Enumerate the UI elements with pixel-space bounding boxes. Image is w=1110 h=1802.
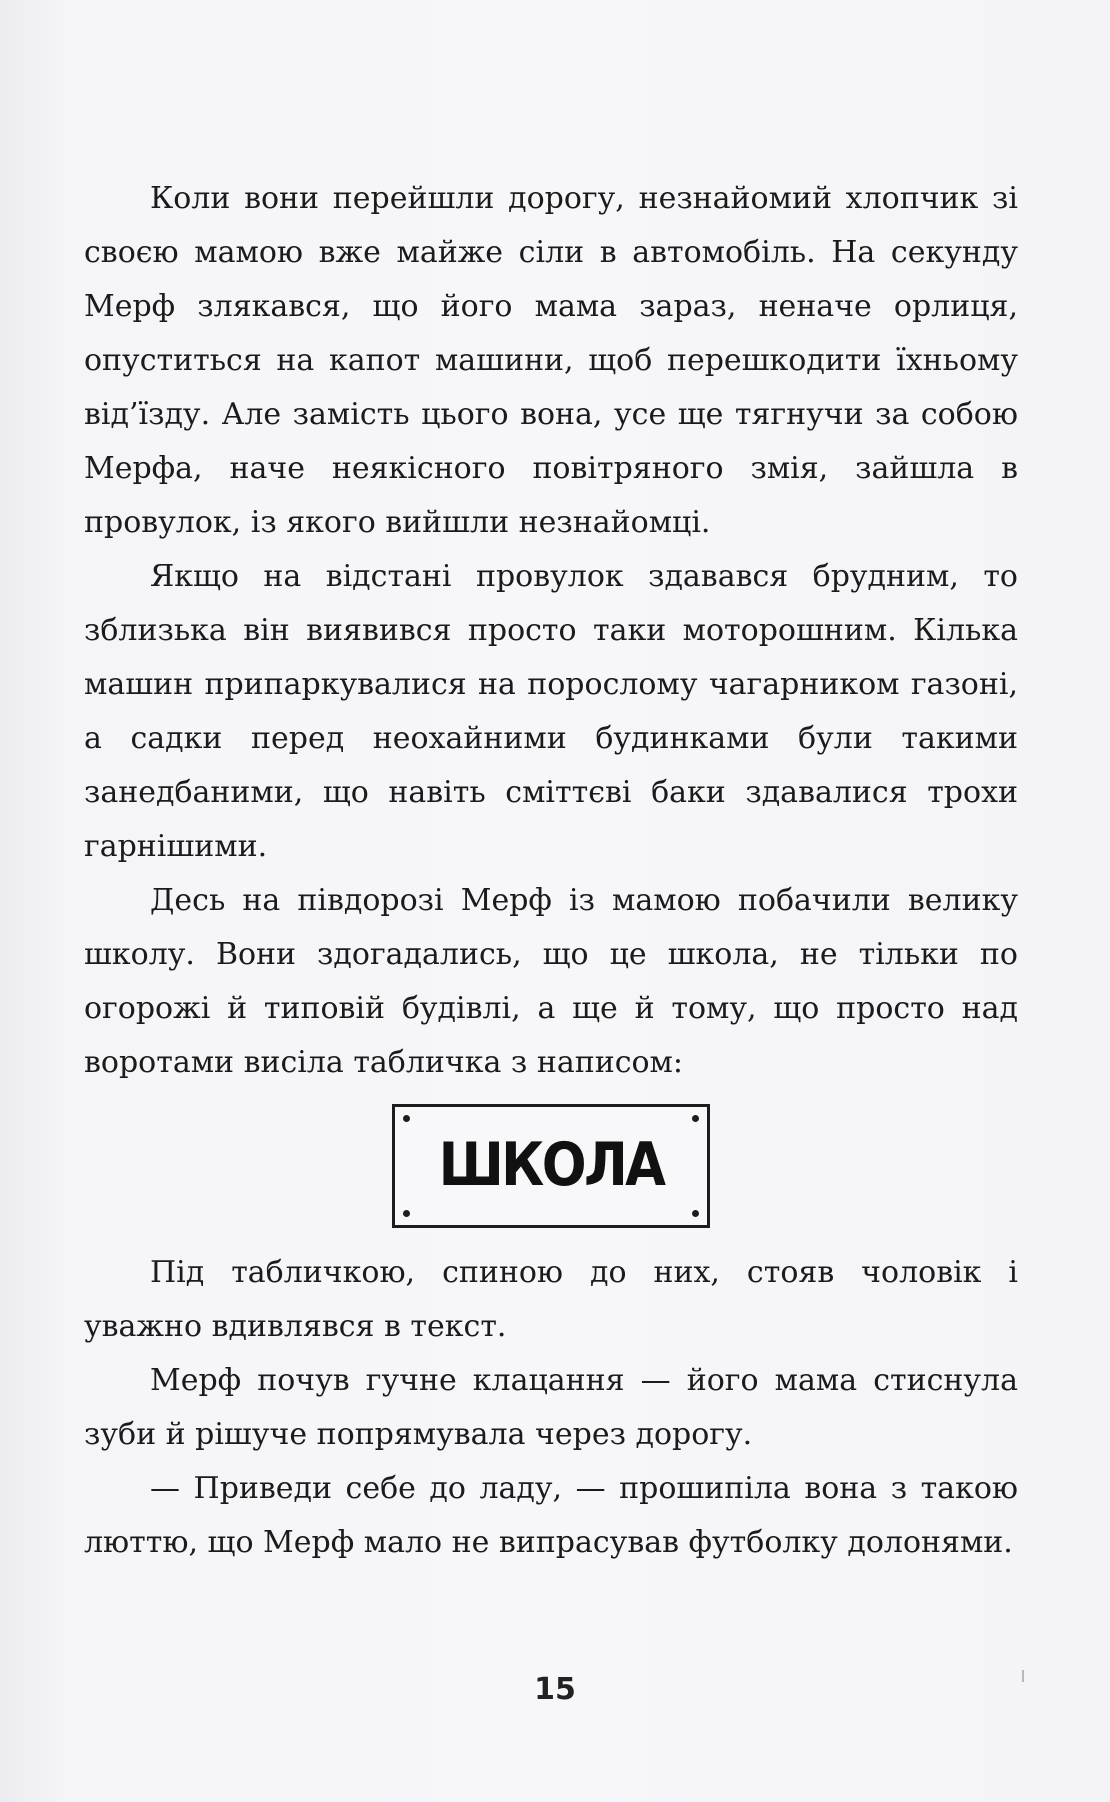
- paragraph-4: Під табличкою, спиною до них, стояв чоловік і уважно вдивлявся в текст.: [84, 1255, 1018, 1344]
- page-number: 15: [534, 1672, 576, 1707]
- paragraph-1: Коли вони перейшли дорогу, незнайомий хлопчик зі своєю мамою вже майже сіли в автомобіль. На секунду Мерф злякався, що його мама зараз, неначе орлиця, опуститься на капот машини, щоб перешкодити їхньому від’їзду. Але замість цього вона, усе ще тягнучи за собою Мерфа, наче неякісного повітряного змія, зайшла в провулок, із якого вийшли незнайомці.: [84, 181, 1018, 540]
- sign-bolt-icon: [403, 1210, 410, 1217]
- school-sign: [392, 1104, 710, 1228]
- sign-bolt-icon: [692, 1115, 699, 1122]
- paragraph-2: Якщо на відстані провулок здавався брудним, то зблизька він виявився просто таки моторошним. Кілька машин припаркувалися на порослому чагарником газоні, а садки перед неохайними будинками були такими занедбаними, що навіть сміттєві баки здавалися трохи гарнішими.: [84, 559, 1018, 864]
- paragraph-5: Мерф почув гучне клацання — його мама стиснула зуби й рішуче попрямувала через дорогу.: [84, 1363, 1018, 1452]
- scan-mark: [1022, 1670, 1024, 1682]
- paragraph-3: Десь на півдорозі Мерф із мамою побачили велику школу. Вони здогадались, що це школа, не тільки по огорожі й типовій будівлі, а ще й тому, що просто над воротами висіла табличка з написом:: [84, 883, 1018, 1080]
- sign-bolt-icon: [692, 1210, 699, 1217]
- sign-bolt-icon: [403, 1115, 410, 1122]
- paragraph-6: — Приведи себе до ладу, — прошипіла вона з такою люттю, що Мерф мало не випрасував футболку долонями.: [84, 1471, 1018, 1560]
- school-sign-container: [84, 1090, 1018, 1246]
- page-body-text: [84, 172, 1018, 1570]
- school-sign-text: ШКОЛА: [438, 1130, 664, 1200]
